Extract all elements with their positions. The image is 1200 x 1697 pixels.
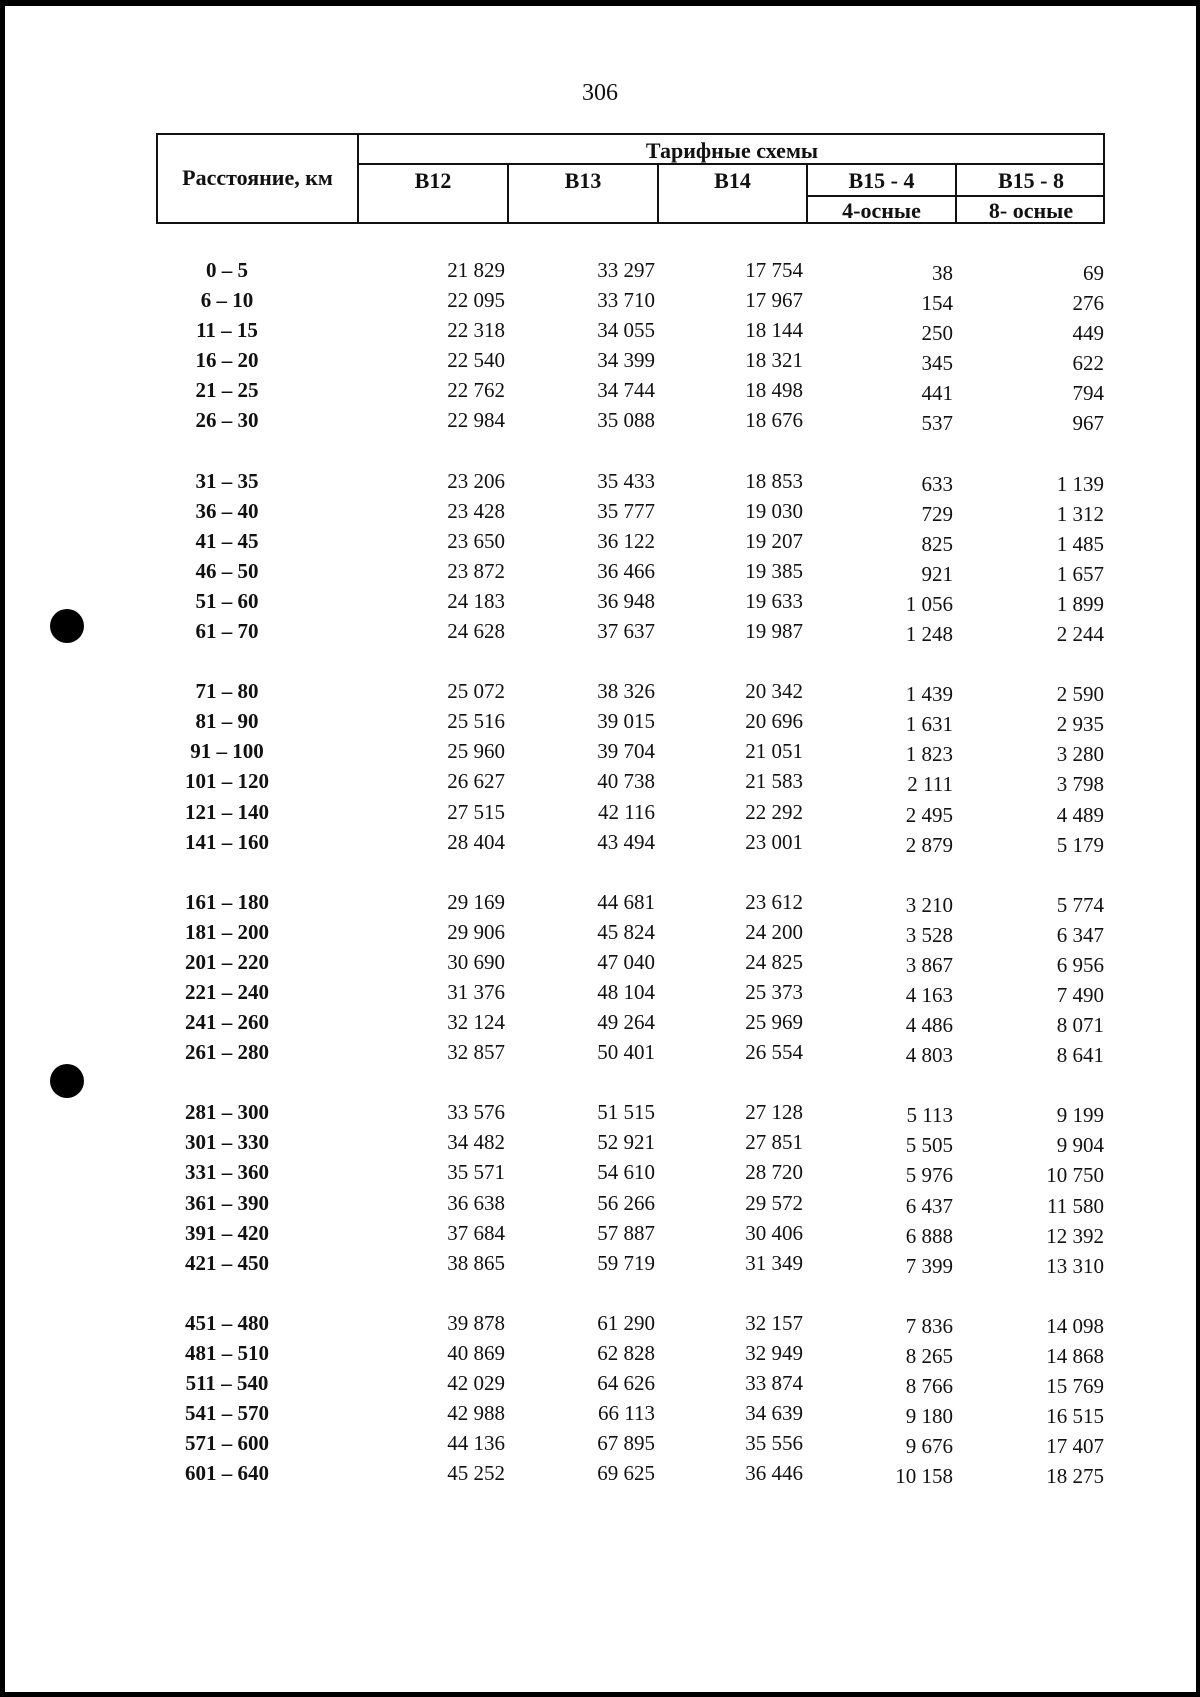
b15-4-cell: 38 xyxy=(932,261,953,285)
b12-cell: 32 124 xyxy=(447,1010,505,1035)
b14-cell: 26 554 xyxy=(745,1040,803,1065)
table-row xyxy=(0,1221,1200,1251)
table-row xyxy=(0,739,1200,769)
b15-8-cell: 10 750 xyxy=(1046,1163,1104,1188)
header-8-axle: 8- осные xyxy=(988,198,1074,223)
header-b15-4: В15 - 4 xyxy=(848,168,915,193)
distance-cell: 0 – 5 xyxy=(206,258,248,282)
b15-8-cell: 11 580 xyxy=(1047,1193,1104,1218)
b12-cell: 29 906 xyxy=(447,919,505,944)
table-row xyxy=(0,1040,1200,1070)
b15-8-cell: 2 935 xyxy=(1056,712,1104,737)
b15-8-cell: 1 485 xyxy=(1056,531,1104,556)
table-row xyxy=(0,830,1200,860)
b15-8-cell: 1 312 xyxy=(1056,501,1104,526)
b15-4-cell: 10 158 xyxy=(895,1464,953,1489)
b13-cell: 34 399 xyxy=(597,348,655,373)
b15-4-cell: 250 xyxy=(921,321,953,346)
b15-4-cell: 5 113 xyxy=(906,1103,953,1128)
b12-cell: 35 571 xyxy=(447,1160,505,1185)
table-row xyxy=(0,709,1200,739)
table-row xyxy=(0,378,1200,408)
table-row xyxy=(0,1311,1200,1341)
b15-8-cell: 14 868 xyxy=(1046,1343,1104,1368)
distance-cell: 61 – 70 xyxy=(195,619,259,644)
b14-cell: 23 612 xyxy=(745,889,803,914)
table-row xyxy=(0,980,1200,1010)
b13-cell: 45 824 xyxy=(597,919,655,944)
distance-cell: 16 – 20 xyxy=(195,348,259,373)
b15-4-cell: 3 528 xyxy=(905,922,953,947)
b15-8-cell: 13 310 xyxy=(1046,1253,1104,1278)
b13-cell: 35 088 xyxy=(597,408,655,433)
b12-cell: 23 206 xyxy=(447,468,505,493)
b14-cell: 19 633 xyxy=(745,588,803,613)
distance-cell: 261 – 280 xyxy=(185,1040,269,1065)
b14-cell: 27 128 xyxy=(745,1100,803,1125)
b15-4-cell: 2 879 xyxy=(905,832,953,857)
b12-cell: 23 650 xyxy=(447,528,505,553)
b15-4-cell: 4 163 xyxy=(905,982,953,1007)
table-row xyxy=(0,890,1200,920)
header-b15-8: В15 - 8 xyxy=(998,168,1064,193)
b12-cell: 42 988 xyxy=(447,1401,505,1426)
b13-cell: 42 116 xyxy=(598,799,655,824)
table-row xyxy=(0,769,1200,799)
distance-cell: 81 – 90 xyxy=(195,709,259,734)
b13-cell: 66 113 xyxy=(598,1401,655,1426)
distance-cell: 331 – 360 xyxy=(185,1160,269,1185)
table-row xyxy=(0,258,1200,288)
b15-4-cell: 729 xyxy=(921,501,953,526)
distance-cell: 181 – 200 xyxy=(185,919,269,944)
table-row xyxy=(0,1401,1200,1431)
b12-cell: 30 690 xyxy=(447,949,505,974)
b12-cell: 22 318 xyxy=(447,318,505,343)
b12-cell: 24 628 xyxy=(447,619,505,644)
table-row xyxy=(0,559,1200,589)
b12-cell: 22 540 xyxy=(447,348,505,373)
b12-cell: 45 252 xyxy=(447,1461,505,1486)
b15-8-cell: 8 641 xyxy=(1056,1043,1104,1068)
b12-cell: 22 984 xyxy=(447,408,505,433)
table-row xyxy=(0,920,1200,950)
b13-cell: 50 401 xyxy=(597,1040,655,1065)
b12-cell: 23 428 xyxy=(447,498,505,523)
table-header xyxy=(156,133,1105,224)
distance-cell: 11 – 15 xyxy=(196,318,258,343)
b15-4-cell: 2 111 xyxy=(907,772,953,797)
b13-cell: 64 626 xyxy=(597,1371,655,1395)
b15-4-cell: 5 976 xyxy=(905,1163,953,1188)
b14-cell: 18 498 xyxy=(745,378,803,403)
b13-cell: 44 681 xyxy=(597,889,655,914)
b14-cell: 19 207 xyxy=(745,528,803,553)
distance-cell: 451 – 480 xyxy=(185,1310,269,1335)
distance-cell: 361 – 390 xyxy=(185,1190,269,1215)
scan-border-bottom xyxy=(0,1692,1200,1697)
table-row xyxy=(0,1100,1200,1130)
table-row xyxy=(0,1160,1200,1190)
b15-4-cell: 441 xyxy=(921,381,953,406)
b13-cell: 33 297 xyxy=(597,258,655,282)
table-row xyxy=(0,1371,1200,1401)
b14-cell: 21 583 xyxy=(745,769,803,794)
b14-cell: 35 556 xyxy=(745,1431,803,1456)
b15-4-cell: 6 888 xyxy=(905,1223,953,1248)
b12-cell: 39 878 xyxy=(447,1310,505,1335)
table-row xyxy=(0,1130,1200,1160)
b13-cell: 36 948 xyxy=(597,588,655,613)
b14-cell: 18 321 xyxy=(745,348,803,373)
b12-cell: 37 684 xyxy=(447,1220,505,1245)
b13-cell: 35 777 xyxy=(597,498,655,523)
b15-4-cell: 1 823 xyxy=(905,742,953,767)
b15-8-cell: 5 774 xyxy=(1056,892,1104,917)
b15-8-cell: 967 xyxy=(1072,411,1104,436)
distance-cell: 101 – 120 xyxy=(185,769,269,794)
table-row xyxy=(0,288,1200,318)
b15-8-cell: 17 407 xyxy=(1046,1434,1104,1459)
distance-cell: 241 – 260 xyxy=(185,1010,269,1035)
b12-cell: 24 183 xyxy=(447,588,505,613)
b14-cell: 25 969 xyxy=(745,1010,803,1035)
b13-cell: 62 828 xyxy=(597,1340,655,1365)
distance-cell: 26 – 30 xyxy=(195,408,259,433)
b15-8-cell: 622 xyxy=(1072,351,1104,376)
distance-cell: 281 – 300 xyxy=(185,1100,269,1125)
distance-cell: 51 – 60 xyxy=(195,588,259,613)
b15-4-cell: 4 803 xyxy=(905,1043,953,1068)
distance-cell: 36 – 40 xyxy=(195,498,259,523)
header-distance: Расстояние, км xyxy=(182,165,333,190)
table-body xyxy=(0,258,1200,1491)
b15-8-cell: 5 179 xyxy=(1056,832,1104,857)
distance-cell: 46 – 50 xyxy=(195,558,259,583)
b14-cell: 30 406 xyxy=(745,1220,803,1245)
page-number: 306 xyxy=(582,80,618,106)
b15-4-cell: 825 xyxy=(921,531,953,556)
b15-4-cell: 1 631 xyxy=(905,712,953,737)
distance-cell: 481 – 510 xyxy=(185,1340,269,1365)
b15-4-cell: 6 437 xyxy=(905,1193,953,1218)
b14-cell: 17 967 xyxy=(745,288,803,313)
b15-4-cell: 3 210 xyxy=(905,892,953,917)
b15-8-cell: 1 899 xyxy=(1056,591,1104,616)
b13-cell: 67 895 xyxy=(597,1431,655,1456)
b12-cell: 26 627 xyxy=(447,769,505,794)
table-row xyxy=(0,1461,1200,1491)
distance-cell: 421 – 450 xyxy=(185,1250,269,1275)
b15-4-cell: 3 867 xyxy=(905,952,953,977)
table-row xyxy=(0,408,1200,438)
distance-cell: 511 – 540 xyxy=(185,1371,269,1395)
distance-cell: 601 – 640 xyxy=(185,1461,269,1486)
distance-cell: 301 – 330 xyxy=(185,1130,269,1155)
table-row xyxy=(0,589,1200,619)
distance-cell: 91 – 100 xyxy=(190,739,264,764)
b14-cell: 27 851 xyxy=(745,1130,803,1155)
distance-cell: 571 – 600 xyxy=(185,1431,269,1456)
b12-cell: 25 960 xyxy=(447,739,505,764)
header-4-axle: 4-осные xyxy=(842,198,921,223)
b15-4-cell: 7 399 xyxy=(905,1253,953,1278)
b13-cell: 52 921 xyxy=(597,1130,655,1155)
header-b12: В12 xyxy=(414,168,452,193)
b15-4-cell: 2 495 xyxy=(905,802,953,827)
b14-cell: 25 373 xyxy=(745,979,803,1004)
b14-cell: 33 874 xyxy=(745,1371,803,1395)
b13-cell: 61 290 xyxy=(597,1310,655,1335)
b15-4-cell: 154 xyxy=(921,291,953,316)
b15-8-cell: 12 392 xyxy=(1046,1223,1104,1248)
b14-cell: 18 676 xyxy=(745,408,803,433)
b14-cell: 19 987 xyxy=(745,619,803,644)
b13-cell: 35 433 xyxy=(597,468,655,493)
b15-4-cell: 9 180 xyxy=(905,1404,953,1429)
distance-cell: 21 – 25 xyxy=(195,378,259,403)
b15-4-cell: 9 676 xyxy=(905,1434,953,1459)
header-tariff-schemes: Тарифные схемы xyxy=(645,138,819,163)
b15-8-cell: 3 280 xyxy=(1056,742,1104,767)
table-row xyxy=(0,950,1200,980)
b15-8-cell: 15 769 xyxy=(1046,1374,1104,1398)
b13-cell: 56 266 xyxy=(597,1190,655,1215)
b15-4-cell: 1 056 xyxy=(905,591,953,616)
b13-cell: 51 515 xyxy=(597,1100,655,1125)
b15-8-cell: 7 490 xyxy=(1056,982,1104,1007)
b13-cell: 40 738 xyxy=(597,769,655,794)
distance-cell: 31 – 35 xyxy=(195,468,259,493)
b13-cell: 34 744 xyxy=(597,378,655,403)
b15-4-cell: 1 248 xyxy=(905,622,953,647)
b12-cell: 34 482 xyxy=(447,1130,505,1155)
b12-cell: 36 638 xyxy=(447,1190,505,1215)
b14-cell: 18 853 xyxy=(745,468,803,493)
b15-4-cell: 633 xyxy=(921,471,953,496)
b13-cell: 48 104 xyxy=(597,979,655,1004)
b15-4-cell: 5 505 xyxy=(905,1133,953,1158)
b13-cell: 38 326 xyxy=(597,679,655,704)
b15-8-cell: 6 347 xyxy=(1056,922,1104,947)
b14-cell: 22 292 xyxy=(745,799,803,824)
b12-cell: 32 857 xyxy=(447,1040,505,1065)
b15-8-cell: 8 071 xyxy=(1056,1013,1104,1038)
b14-cell: 24 825 xyxy=(745,949,803,974)
b14-cell: 31 349 xyxy=(745,1250,803,1275)
table-row xyxy=(0,619,1200,649)
b15-8-cell: 16 515 xyxy=(1046,1404,1104,1429)
distance-cell: 161 – 180 xyxy=(185,889,269,914)
b15-8-cell: 3 798 xyxy=(1056,772,1104,797)
b15-4-cell: 8 766 xyxy=(905,1374,953,1398)
table-row xyxy=(0,1431,1200,1461)
b15-8-cell: 2 244 xyxy=(1056,622,1104,647)
b13-cell: 39 015 xyxy=(597,709,655,734)
b12-cell: 31 376 xyxy=(447,979,505,1004)
b15-8-cell: 9 199 xyxy=(1056,1103,1104,1128)
b12-cell: 22 762 xyxy=(447,378,505,403)
scan-border-top xyxy=(0,0,1200,6)
b15-8-cell: 4 489 xyxy=(1056,802,1104,827)
b14-cell: 32 949 xyxy=(745,1340,803,1365)
b14-cell: 17 754 xyxy=(745,258,803,282)
distance-cell: 391 – 420 xyxy=(185,1220,269,1245)
b13-cell: 54 610 xyxy=(597,1160,655,1185)
table-row xyxy=(0,800,1200,830)
b13-cell: 36 466 xyxy=(597,558,655,583)
b15-8-cell: 794 xyxy=(1072,381,1104,406)
table-row xyxy=(0,499,1200,529)
b12-cell: 23 872 xyxy=(447,558,505,583)
b13-cell: 33 710 xyxy=(597,288,655,313)
b12-cell: 40 869 xyxy=(447,1340,505,1365)
b15-4-cell: 8 265 xyxy=(905,1343,953,1368)
b15-8-cell: 14 098 xyxy=(1046,1313,1104,1338)
table-row xyxy=(0,529,1200,559)
table-row xyxy=(0,1010,1200,1040)
distance-cell: 541 – 570 xyxy=(185,1401,269,1426)
distance-cell: 201 – 220 xyxy=(185,949,269,974)
b15-8-cell: 69 xyxy=(1083,261,1104,285)
b12-cell: 22 095 xyxy=(447,288,505,313)
table-row xyxy=(0,1251,1200,1281)
b14-cell: 32 157 xyxy=(745,1310,803,1335)
table-row xyxy=(0,679,1200,709)
b15-4-cell: 921 xyxy=(921,561,953,586)
b13-cell: 39 704 xyxy=(597,739,655,764)
b13-cell: 43 494 xyxy=(597,829,655,854)
b12-cell: 25 516 xyxy=(447,709,505,734)
b15-4-cell: 7 836 xyxy=(905,1313,953,1338)
b12-cell: 33 576 xyxy=(447,1100,505,1125)
b14-cell: 29 572 xyxy=(745,1190,803,1215)
b12-cell: 25 072 xyxy=(447,679,505,704)
b12-cell: 42 029 xyxy=(447,1371,505,1395)
table-row xyxy=(0,1341,1200,1371)
b15-4-cell: 537 xyxy=(921,411,953,436)
distance-cell: 121 – 140 xyxy=(185,799,269,824)
b13-cell: 34 055 xyxy=(597,318,655,343)
b15-8-cell: 9 904 xyxy=(1056,1133,1104,1158)
b14-cell: 19 030 xyxy=(745,498,803,523)
b12-cell: 38 865 xyxy=(447,1250,505,1275)
b14-cell: 24 200 xyxy=(745,919,803,944)
b12-cell: 27 515 xyxy=(447,799,505,824)
table-row xyxy=(0,469,1200,499)
b15-8-cell: 2 590 xyxy=(1056,682,1104,707)
b14-cell: 28 720 xyxy=(745,1160,803,1185)
b14-cell: 20 696 xyxy=(745,709,803,734)
b14-cell: 18 144 xyxy=(745,318,803,343)
distance-cell: 6 – 10 xyxy=(200,288,254,313)
b13-cell: 59 719 xyxy=(597,1250,655,1275)
b12-cell: 28 404 xyxy=(447,829,505,854)
b15-4-cell: 4 486 xyxy=(905,1013,953,1038)
b13-cell: 49 264 xyxy=(597,1010,655,1035)
header-b13: В13 xyxy=(564,168,602,193)
b15-8-cell: 276 xyxy=(1072,291,1104,316)
b15-8-cell: 6 956 xyxy=(1056,952,1104,977)
b14-cell: 36 446 xyxy=(745,1461,803,1486)
distance-cell: 71 – 80 xyxy=(195,679,259,704)
b13-cell: 69 625 xyxy=(597,1461,655,1486)
table-row xyxy=(0,348,1200,378)
distance-cell: 141 – 160 xyxy=(185,829,269,854)
b14-cell: 23 001 xyxy=(745,829,803,854)
b12-cell: 21 829 xyxy=(447,258,505,282)
b15-4-cell: 345 xyxy=(921,351,953,376)
b12-cell: 29 169 xyxy=(447,889,505,914)
b15-8-cell: 1 657 xyxy=(1056,561,1104,586)
distance-cell: 41 – 45 xyxy=(195,528,259,553)
b15-8-cell: 18 275 xyxy=(1046,1464,1104,1489)
table-row xyxy=(0,1191,1200,1221)
distance-cell: 221 – 240 xyxy=(185,979,269,1004)
b12-cell: 44 136 xyxy=(447,1431,505,1456)
table-row xyxy=(0,318,1200,348)
b13-cell: 37 637 xyxy=(597,619,655,644)
b13-cell: 36 122 xyxy=(597,528,655,553)
b15-8-cell: 449 xyxy=(1072,321,1104,346)
b15-8-cell: 1 139 xyxy=(1056,471,1104,496)
b14-cell: 20 342 xyxy=(745,679,803,704)
header-b14: В14 xyxy=(714,168,751,193)
b14-cell: 19 385 xyxy=(745,558,803,583)
b14-cell: 34 639 xyxy=(745,1401,803,1426)
b13-cell: 57 887 xyxy=(597,1220,655,1245)
b13-cell: 47 040 xyxy=(597,949,655,974)
b15-4-cell: 1 439 xyxy=(905,682,953,707)
b14-cell: 21 051 xyxy=(745,739,803,764)
